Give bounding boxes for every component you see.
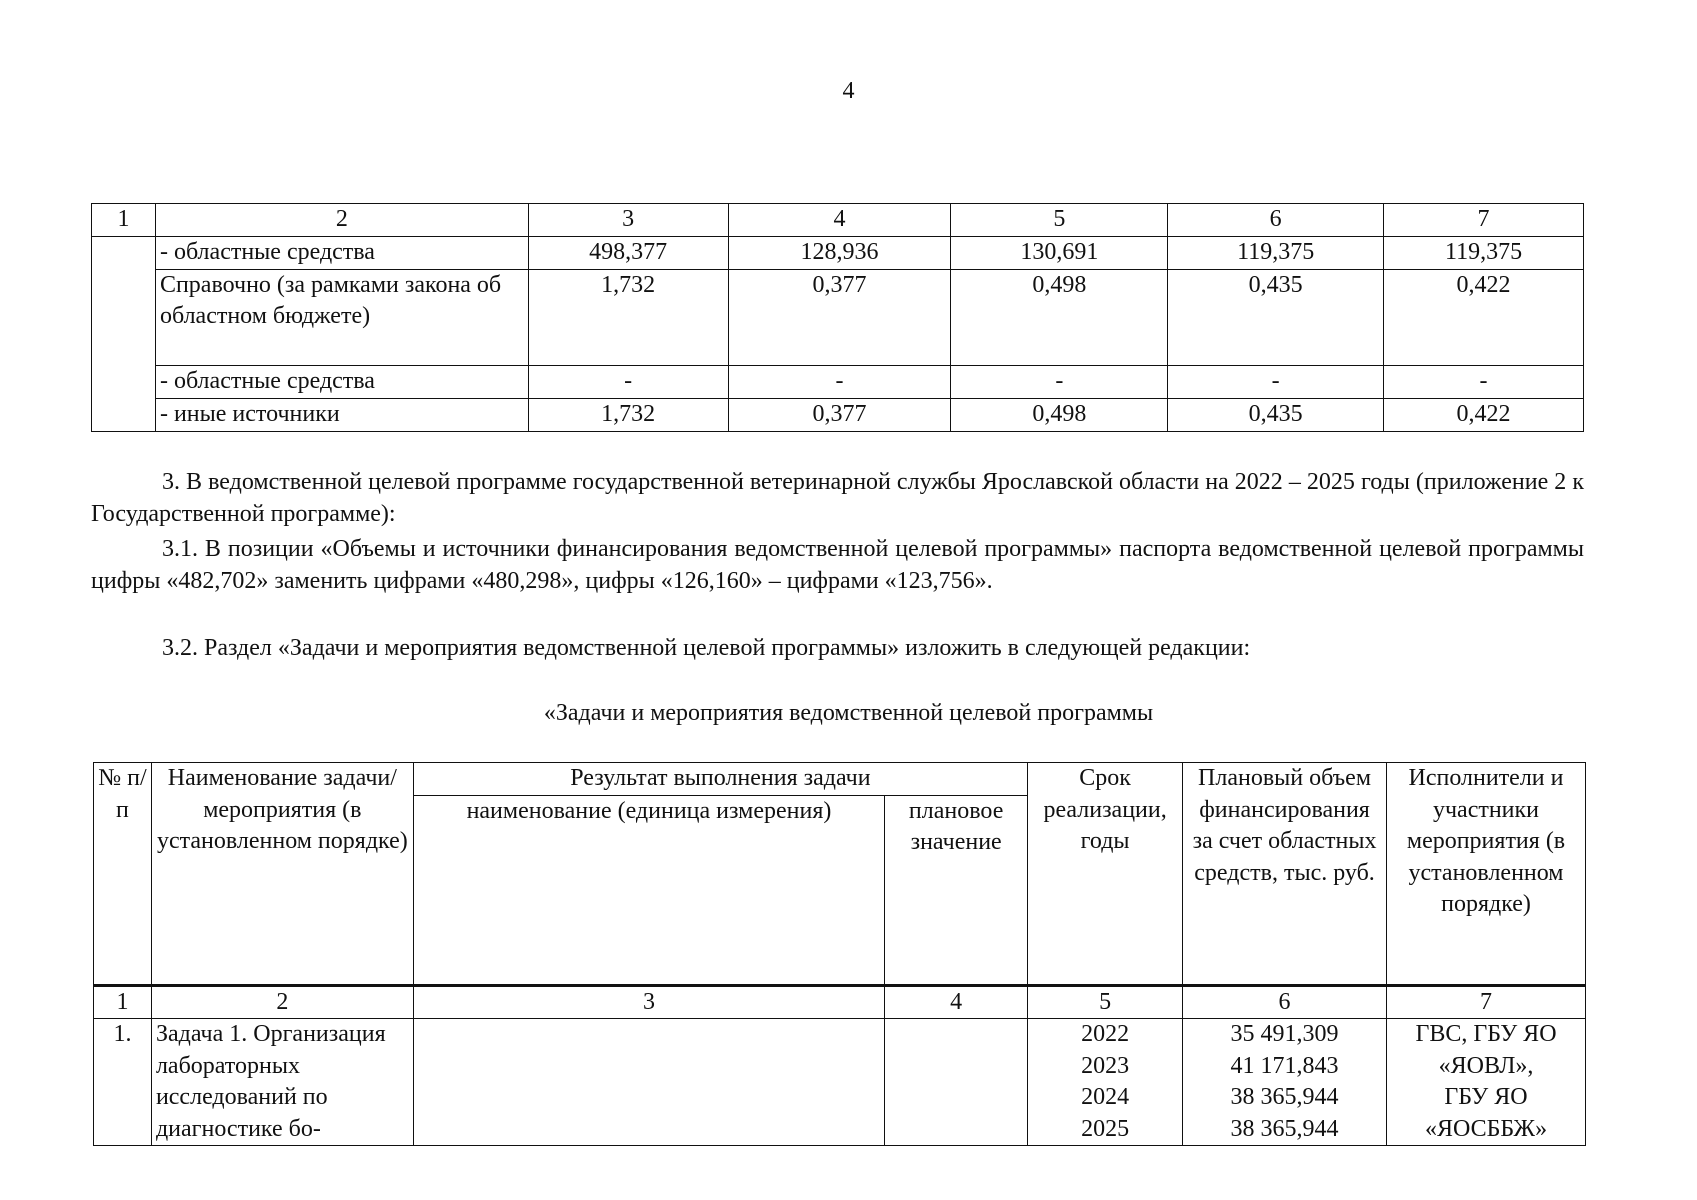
task-result-name	[413, 1019, 884, 1146]
header-volume: Плановый объем финансирования за счет областных средств, тыс. руб.	[1183, 763, 1387, 986]
value-cell: -	[728, 366, 951, 399]
budget-header-row	[92, 204, 1584, 237]
header-result: Результат выполнения задачи	[413, 763, 1027, 796]
column-number-cell: 3	[413, 985, 884, 1019]
paragraph-3-2: 3.2. Раздел «Задачи и мероприятия ведомственной целевой программы» изложить в следующей редакции:	[162, 635, 1251, 661]
amount: 38 365,944	[1230, 1115, 1339, 1142]
amount: 38 365,944	[1230, 1084, 1339, 1110]
value-cell: 0,377	[728, 270, 951, 366]
budget-table	[91, 203, 1584, 432]
year: 2024	[1081, 1084, 1130, 1110]
value-cell: 0,435	[1168, 399, 1384, 432]
budget-header-cell: 2	[155, 204, 528, 237]
executor-line: «ЯОВЛ»,	[1438, 1052, 1534, 1079]
task-years	[1028, 1019, 1183, 1146]
column-number-cell: 6	[1183, 985, 1387, 1019]
paragraph-3-1: 3.1. В позиции «Объемы и источники финансирования ведомственной целевой программы» паспорта ведомственной целевой программы цифры «482,702» заменить цифрами «480,298», цифры «126,160» – цифрами «123,756».	[91, 536, 1584, 594]
value-cell: -	[1384, 366, 1584, 399]
paragraph-3: 3. В ведомственной целевой программе государственной ветеринарной службы Ярославской области на 2022 – 2025 годы (приложение 2 к Государственной программе):	[91, 469, 1584, 527]
table-row	[94, 1019, 1586, 1146]
column-number-cell: 4	[885, 985, 1028, 1019]
task-executors	[1387, 1019, 1586, 1146]
row-label: - областные средства	[155, 237, 528, 270]
budget-header-cell: 3	[528, 204, 728, 237]
tasks-header-row	[94, 763, 1586, 796]
amount: 35 491,309	[1230, 1021, 1339, 1047]
header-name: Наименование задачи/мероприятия (в установленном порядке)	[151, 763, 413, 986]
row-label: - иные источники	[155, 399, 528, 432]
task-num: 1.	[94, 1019, 152, 1146]
value-cell: 1,732	[528, 270, 728, 366]
amount: 41 171,843	[1230, 1052, 1339, 1079]
table-row	[92, 237, 1584, 270]
value-cell: 0,498	[951, 399, 1168, 432]
task-amounts	[1183, 1019, 1387, 1146]
value-cell: 0,498	[951, 270, 1168, 366]
value-cell: 119,375	[1168, 237, 1384, 270]
table-row	[92, 270, 1584, 366]
table-row	[92, 399, 1584, 432]
column-number-cell: 5	[1028, 985, 1183, 1019]
column-number-cell: 7	[1387, 985, 1586, 1019]
column-number-cell: 2	[151, 985, 413, 1019]
executor-line: ГВС, ГБУ ЯО	[1415, 1021, 1557, 1047]
header-result-name: наименование (единица измерения)	[413, 795, 884, 985]
value-cell: 0,422	[1384, 399, 1584, 432]
header-num: № п/п	[94, 763, 152, 986]
budget-header-cell: 6	[1168, 204, 1384, 237]
budget-header-cell: 7	[1384, 204, 1584, 237]
column-number-cell: 1	[94, 985, 152, 1019]
header-term: Срок реализации, годы	[1028, 763, 1183, 986]
value-cell: 0,377	[728, 399, 951, 432]
value-cell: -	[951, 366, 1168, 399]
value-cell: 0,435	[1168, 270, 1384, 366]
task-result-value	[885, 1019, 1028, 1146]
executor-line: «ЯОСББЖ»	[1424, 1115, 1548, 1142]
value-cell: -	[528, 366, 728, 399]
tasks-heading: «Задачи и мероприятия ведомственной целевой программы	[543, 700, 1154, 726]
value-cell: 130,691	[951, 237, 1168, 270]
tasks-table	[93, 762, 1586, 1146]
value-cell: 119,375	[1384, 237, 1584, 270]
task-name: Задача 1. Организация лабораторных исследований по диагностике бо-	[151, 1019, 413, 1146]
table-row	[92, 366, 1584, 399]
year: 2025	[1081, 1115, 1130, 1142]
value-cell: -	[1168, 366, 1384, 399]
value-cell: 498,377	[528, 237, 728, 270]
year: 2022	[1081, 1021, 1130, 1047]
header-executors: Исполнители и участники мероприятия (в установленном порядке)	[1387, 763, 1586, 986]
value-cell: 0,422	[1384, 270, 1584, 366]
value-cell: 128,936	[728, 237, 951, 270]
row-label: - областные средства	[155, 366, 528, 399]
year: 2023	[1081, 1052, 1130, 1079]
page-number: 4	[842, 78, 855, 104]
empty-cell	[92, 237, 156, 432]
budget-header-cell: 1	[92, 204, 156, 237]
budget-header-cell: 4	[728, 204, 951, 237]
budget-header-cell: 5	[951, 204, 1168, 237]
value-cell: 1,732	[528, 399, 728, 432]
column-number-row	[94, 985, 1586, 1019]
row-label: Справочно (за рамками закона об областном бюджете)	[155, 270, 528, 366]
header-result-value: плановое значение	[885, 795, 1028, 985]
executor-line: ГБУ ЯО	[1444, 1084, 1528, 1110]
